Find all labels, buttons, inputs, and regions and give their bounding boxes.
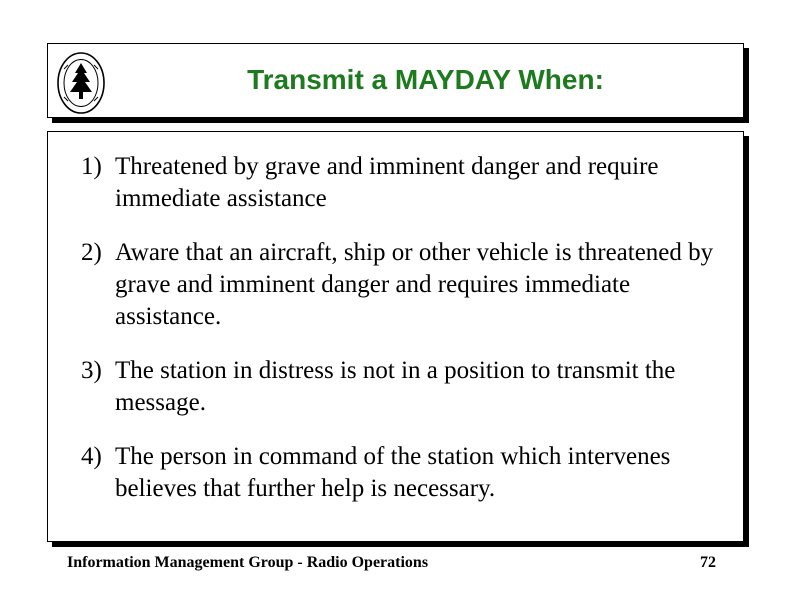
content-panel xyxy=(47,131,744,542)
page-number: 72 xyxy=(700,554,716,571)
slide-title: Transmit a MAYDAY When: xyxy=(247,64,604,95)
list-item xyxy=(81,237,723,333)
item-text: Threatened by grave and imminent danger and require immediate assistance xyxy=(115,153,659,212)
title-panel xyxy=(47,43,744,118)
item-text: The station in distress is not in a position to transmit the message. xyxy=(115,357,676,416)
item-text: Aware that an aircraft, ship or other vehicle is threatened by grave and imminent danger and requires immediate assistance. xyxy=(115,239,714,330)
item-list xyxy=(81,151,723,505)
forest-service-logo-icon xyxy=(56,51,106,115)
item-number: 1) xyxy=(81,153,102,180)
item-text: The person in command of the station which intervenes believes that further help is necessary. xyxy=(115,443,671,502)
footer-text: Information Management Group - Radio Operations xyxy=(67,554,429,571)
list-item xyxy=(81,151,723,215)
list-item xyxy=(81,441,723,505)
item-number: 2) xyxy=(81,239,102,266)
item-number: 4) xyxy=(81,443,102,470)
item-number: 3) xyxy=(81,357,102,384)
list-item xyxy=(81,355,723,419)
